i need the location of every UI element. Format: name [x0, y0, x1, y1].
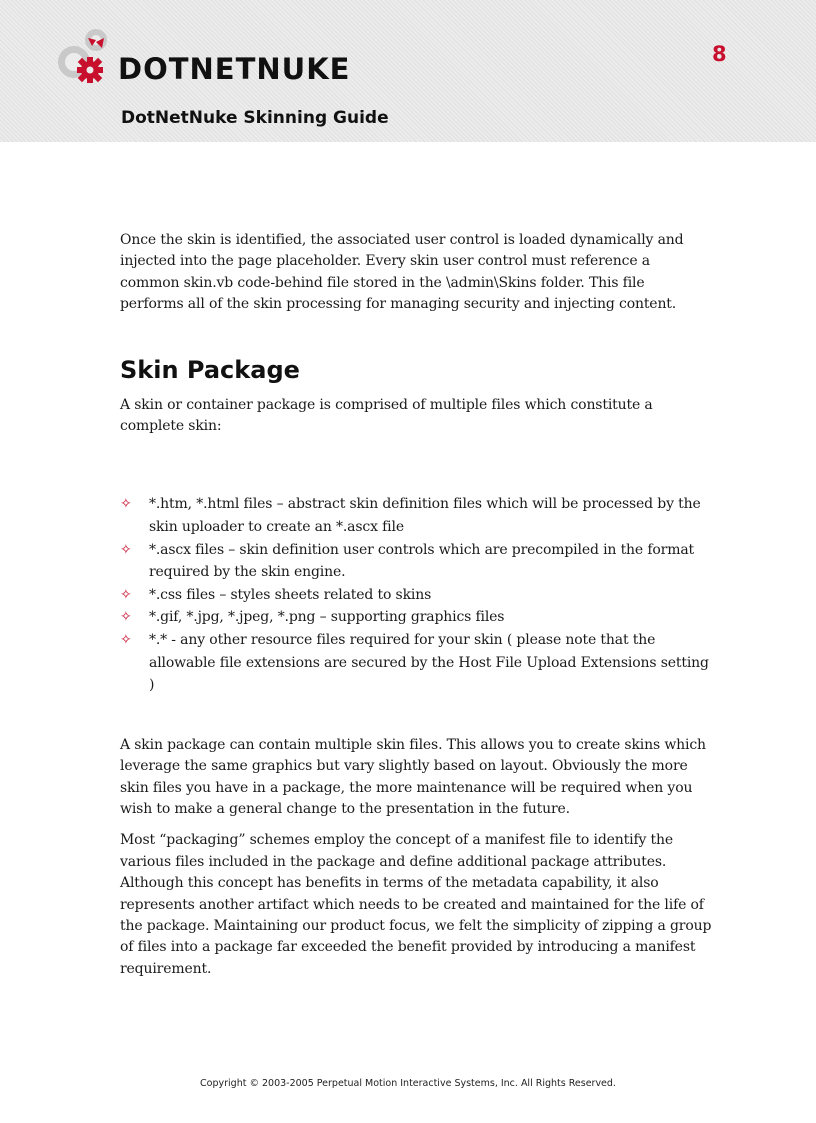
brand-wordmark: DOTNETNUKE	[118, 52, 351, 86]
list-item-text: *.* - any other resource files required for your skin ( please note that the allowable file extensions are secured by the Host File Upload Extensions setting )	[149, 632, 709, 694]
list-item	[120, 584, 712, 607]
diamond-star-bullet-icon: ✧	[120, 496, 132, 513]
multiple-skins-paragraph: A skin package can contain multiple skin files. This allows you to create skins which leverage the same graphics but vary slightly based on layout. Obviously the more skin files you have in a package, the more maintenance will be required when you wish to make a general change to the presentation in the future.	[120, 736, 706, 817]
package-intro-paragraph: A skin or container package is comprised of multiple files which constitute a complete skin:	[120, 396, 653, 435]
page-content	[120, 230, 712, 980]
page-number: 8	[712, 42, 727, 66]
page-header	[0, 0, 816, 142]
diamond-star-bullet-icon: ✧	[120, 586, 132, 603]
list-item	[120, 539, 712, 584]
list-item	[120, 606, 712, 629]
list-item-text: *.gif, *.jpg, *.jpeg, *.png – supporting graphics files	[149, 609, 505, 626]
list-item-text: *.htm, *.html files – abstract skin definition files which will be processed by the skin uploader to create an *.ascx file	[149, 496, 701, 536]
guide-title: DotNetNuke Skinning Guide	[121, 108, 389, 128]
diamond-star-bullet-icon: ✧	[120, 632, 132, 648]
gear-logo-icon	[52, 26, 118, 90]
section-heading: Skin Package	[120, 355, 300, 384]
file-type-list	[120, 493, 712, 696]
diamond-star-bullet-icon: ✧	[120, 541, 132, 558]
list-item-text: *.css files – styles sheets related to skins	[149, 586, 432, 603]
intro-paragraph: Once the skin is identified, the associated user control is loaded dynamically and injected into the page placeholder. Every skin user control must reference a common skin.vb code-behind file stored in the \admin\Skins folder. This file performs all of the skin processing for managing security and injecting content.	[120, 232, 684, 313]
list-item-text: *.ascx files – skin definition user controls which are precompiled in the format required by the skin engine.	[149, 541, 694, 581]
copyright-footer: Copyright © 2003-2005 Perpetual Motion Interactive Systems, Inc. All Rights Reserved.	[200, 1078, 616, 1089]
manifest-paragraph: Most “packaging” schemes employ the concept of a manifest file to identify the various files included in the package and define additional package attributes. Although this concept has benefits in terms of the metadata capability, it also represents another artifact which needs to be created and maintained for the life of the package. Maintaining our product focus, we felt the simplicity of zipping a group of files into a package far exceeded the benefit provided by introducing a manifest requirement.	[120, 832, 712, 977]
list-item	[120, 493, 712, 538]
dotnetnuke-logo	[52, 26, 362, 90]
diamond-star-bullet-icon: ✧	[120, 609, 132, 626]
list-item	[120, 629, 712, 697]
